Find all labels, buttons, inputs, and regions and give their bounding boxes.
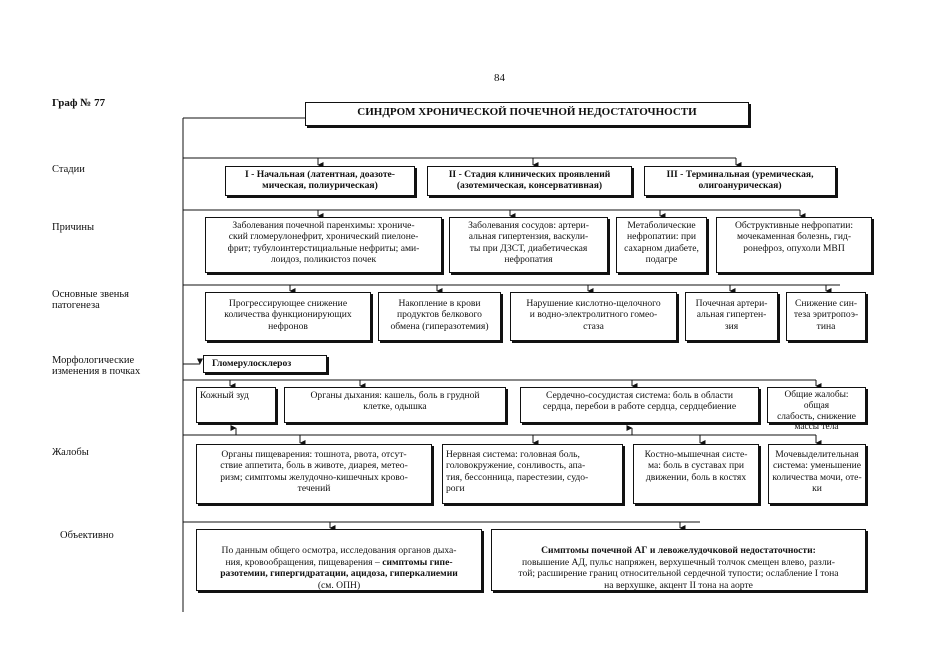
cause-box-2: Заболевания сосудов: артери- альная гипертензия, васкули- ты при ДЗСТ, диабетическая нефропатия [449, 217, 608, 273]
page-number: 84 [494, 72, 505, 84]
row-label-pathogenesis: Основные звенья патогенеза [52, 289, 129, 311]
objective-hypertension-heading: Симптомы почечной АГ и левожелудочковой недостаточности: [541, 545, 816, 557]
row-label-complaints: Жалобы [52, 447, 89, 458]
graph-label: Граф № 77 [52, 97, 106, 109]
complaint-box-general: Общие жалобы: общая слабость, снижение массы тела [767, 387, 866, 423]
pathogenesis-box-5: Снижение син- теза эритропоэ- тина [786, 292, 866, 341]
morphology-box: Гломерулосклероз [203, 355, 327, 373]
complaint-box-cardio: Сердечно-сосудистая система: боль в области сердца, перебои в работе сердца, сердцебиение [520, 387, 759, 423]
complaint-box-digestive: Органы пищеварения: тошнота, рвота, отсут- ствие аппетита, боль в животе, диарея, метео- ризм; симптомы желудочно-кишечных крово- течений [196, 444, 432, 504]
pathogenesis-box-4: Почечная артери- альная гипертен- зия [685, 292, 778, 341]
objective-general-tail: (см. ОПН) [317, 579, 361, 591]
complaint-box-respiratory: Органы дыхания: кашель, боль в грудной клетке, одышка [284, 387, 506, 423]
objective-general-bold: симптомы гипе- разотемии, гипергидратации, ацидоза, гиперкалиемии [220, 556, 458, 580]
objective-box-general [196, 529, 482, 591]
row-label-objective: Объективно [60, 530, 114, 541]
stage-box-1: I - Начальная (латентная, доазоте- мическая, полиурическая) [225, 166, 415, 196]
complaint-box-musculoskeletal: Костно-мышечная систе- ма: боль в суставах при движении, боль в костях [633, 444, 759, 504]
stage-box-3: III - Терминальная (уремическая, олигоанурическая) [644, 166, 836, 196]
pathogenesis-box-1: Прогрессирующее снижение количества функционирующих нефронов [205, 292, 371, 341]
cause-box-3: Метаболические нефропатии: при сахарном диабете, подагре [616, 217, 707, 273]
objective-box-hypertension [491, 529, 866, 591]
stage-box-2: II - Стадия клинических проявлений (азотемическая, консервативная) [427, 166, 632, 196]
cause-box-4: Обструктивные нефропатии: мочекаменная болезнь, гид- ронефроз, опухоли МВП [716, 217, 872, 273]
complaint-box-nervous: Нервная система: головная боль, головокружение, сонливость, апа- тия, бессонница, парестезии, судо- роги [442, 444, 623, 504]
complaint-box-skin: Кожный зуд [196, 387, 276, 423]
row-label-causes: Причины [52, 222, 95, 233]
row-label-morphology: Морфологические изменения в почках [52, 355, 141, 377]
pathogenesis-box-3: Нарушение кислотно-щелочного и водно-электролитного гомео- стаза [510, 292, 677, 341]
pathogenesis-box-2: Накопление в крови продуктов белкового обмена (гиперазотемия) [378, 292, 501, 341]
objective-hypertension-text: повышение АД, пульс напряжен, верхушечный толчок смещен влево, разли- той; расширение границ относительной сердечной тупости; ослабление I тона на верхушке, акцент II тона на аорте [518, 556, 839, 591]
objective-general-text: По данным общего осмотра, исследования органов дыха- ния, кровообращения, пищеварения – [221, 545, 457, 568]
complaint-box-urinary: Мочевыделительная система: уменьшение количества мочи, оте- ки [768, 444, 866, 504]
row-label-stages: Стадии [52, 164, 85, 175]
cause-box-1: Заболевания почечной паренхимы: хрониче- ский гломерулонефрит, хронический пиелоне- фрит; тубулоинтерстициальные нефриты; ами- лоидоз, поликистоз почек [205, 217, 442, 273]
diagram-title: СИНДРОМ ХРОНИЧЕСКОЙ ПОЧЕЧНОЙ НЕДОСТАТОЧНОСТИ [305, 102, 749, 126]
